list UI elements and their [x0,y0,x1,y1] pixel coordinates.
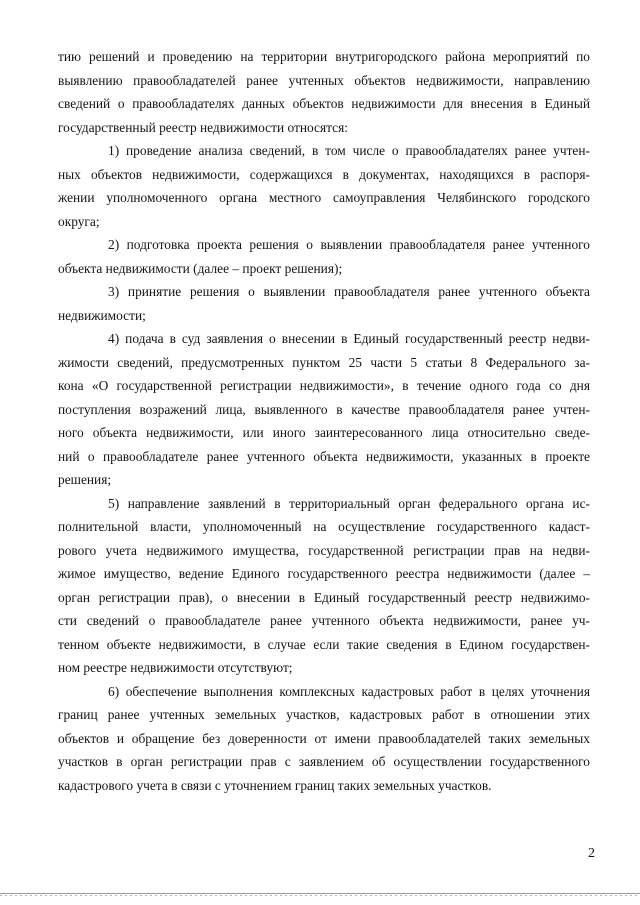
page-number: 2 [588,846,595,861]
text-line: границ ранее учтенных земельных участков, кадастровых работ в отношении этих [58,707,590,722]
paragraph-intro [58,45,590,139]
paragraph-item-3 [58,280,590,327]
text-line: округа; [58,213,100,229]
text-line: сти сведений о правообладателе ранее учтенного объекта недвижимости, ранее уч- [58,613,590,628]
text-line: выявлению правообладателей ранее учтенных объектов недвижимости, направлению [58,72,590,88]
text-line: 5) направление заявлений в территориальный орган федерального органа ис- [108,495,590,511]
paragraph-item-1 [58,139,590,233]
paragraph-item-4 [58,327,590,492]
text-line: тию решений и проведению на территории внутригородского района мероприятий по [58,49,590,64]
text-line: участков в орган регистрации прав с заявлением об осуществлении государственного [58,754,590,769]
text-line: ного объекта недвижимости, или иного заинтересованного лица относительно сведе- [58,425,590,440]
text-line: жимости сведений, предусмотренных пунктом 25 части 5 статьи 8 Федерального за- [58,354,590,370]
text-line: ных объектов недвижимости, содержащихся в документах, находящихся в распоря- [58,166,590,182]
text-line: сведений о правообладателях данных объектов недвижимости для внесения в Единый [58,96,590,111]
text-line: объекта недвижимости (далее – проект решения); [58,260,343,276]
text-line: государственный реестр недвижимости относятся: [58,119,348,135]
paragraph-item-6 [58,680,590,798]
page-bottom-border [0,893,640,894]
text-line: кона «О государственной регистрации недвижимости», в течение одного года со дня [58,378,590,393]
text-line: 3) принятие решения о выявлении правообладателя ранее учтенного объекта [108,284,590,299]
text-line: объектов и обращение без доверенности от имени правообладателей таких земельных [58,730,590,746]
text-line: кадастрового учета в связи с уточнением границ таких земельных участков. [58,777,492,793]
text-line: орган регистрации прав), о внесении в Единый государственный реестр недвижимо- [58,589,590,605]
text-line: поступления возражений лица, выявленного в качестве правообладателя ранее учтен- [58,401,590,417]
page-bottom-border-dotted [0,895,640,896]
text-line: 2) подготовка проекта решения о выявлении правообладателя ранее учтенного [108,237,590,252]
paragraph-item-5 [58,492,590,680]
text-line: 4) подача в суд заявления о внесении в Единый государственный реестр недви- [108,331,590,346]
text-line: жении уполномоченного органа местного самоуправления Челябинского городского [58,190,590,205]
text-line: рового учета недвижимого имущества, государственной регистрации прав на недви- [58,542,590,558]
document-body [58,45,590,797]
text-line: ном реестре недвижимости отсутствуют; [58,660,293,675]
paragraph-item-2 [58,233,590,280]
text-line: тенном объекте недвижимости, в случае если такие сведения в Едином государствен- [58,636,590,652]
text-line: жимое имущество, ведение Единого государственного реестра недвижимости (далее – [58,566,590,581]
text-line: полнительной власти, уполномоченный на осуществление государственного кадаст- [58,519,590,534]
text-line: решения; [58,472,112,487]
text-line: ний о правообладателе ранее учтенного объекта недвижимости, указанных в проекте [58,448,590,464]
text-line: 1) проведение анализа сведений, в том числе о правообладателях ранее учтен- [108,143,590,158]
text-line: 6) обеспечение выполнения комплексных кадастровых работ в целях уточнения [108,683,590,699]
text-line: недвижимости; [58,307,146,323]
